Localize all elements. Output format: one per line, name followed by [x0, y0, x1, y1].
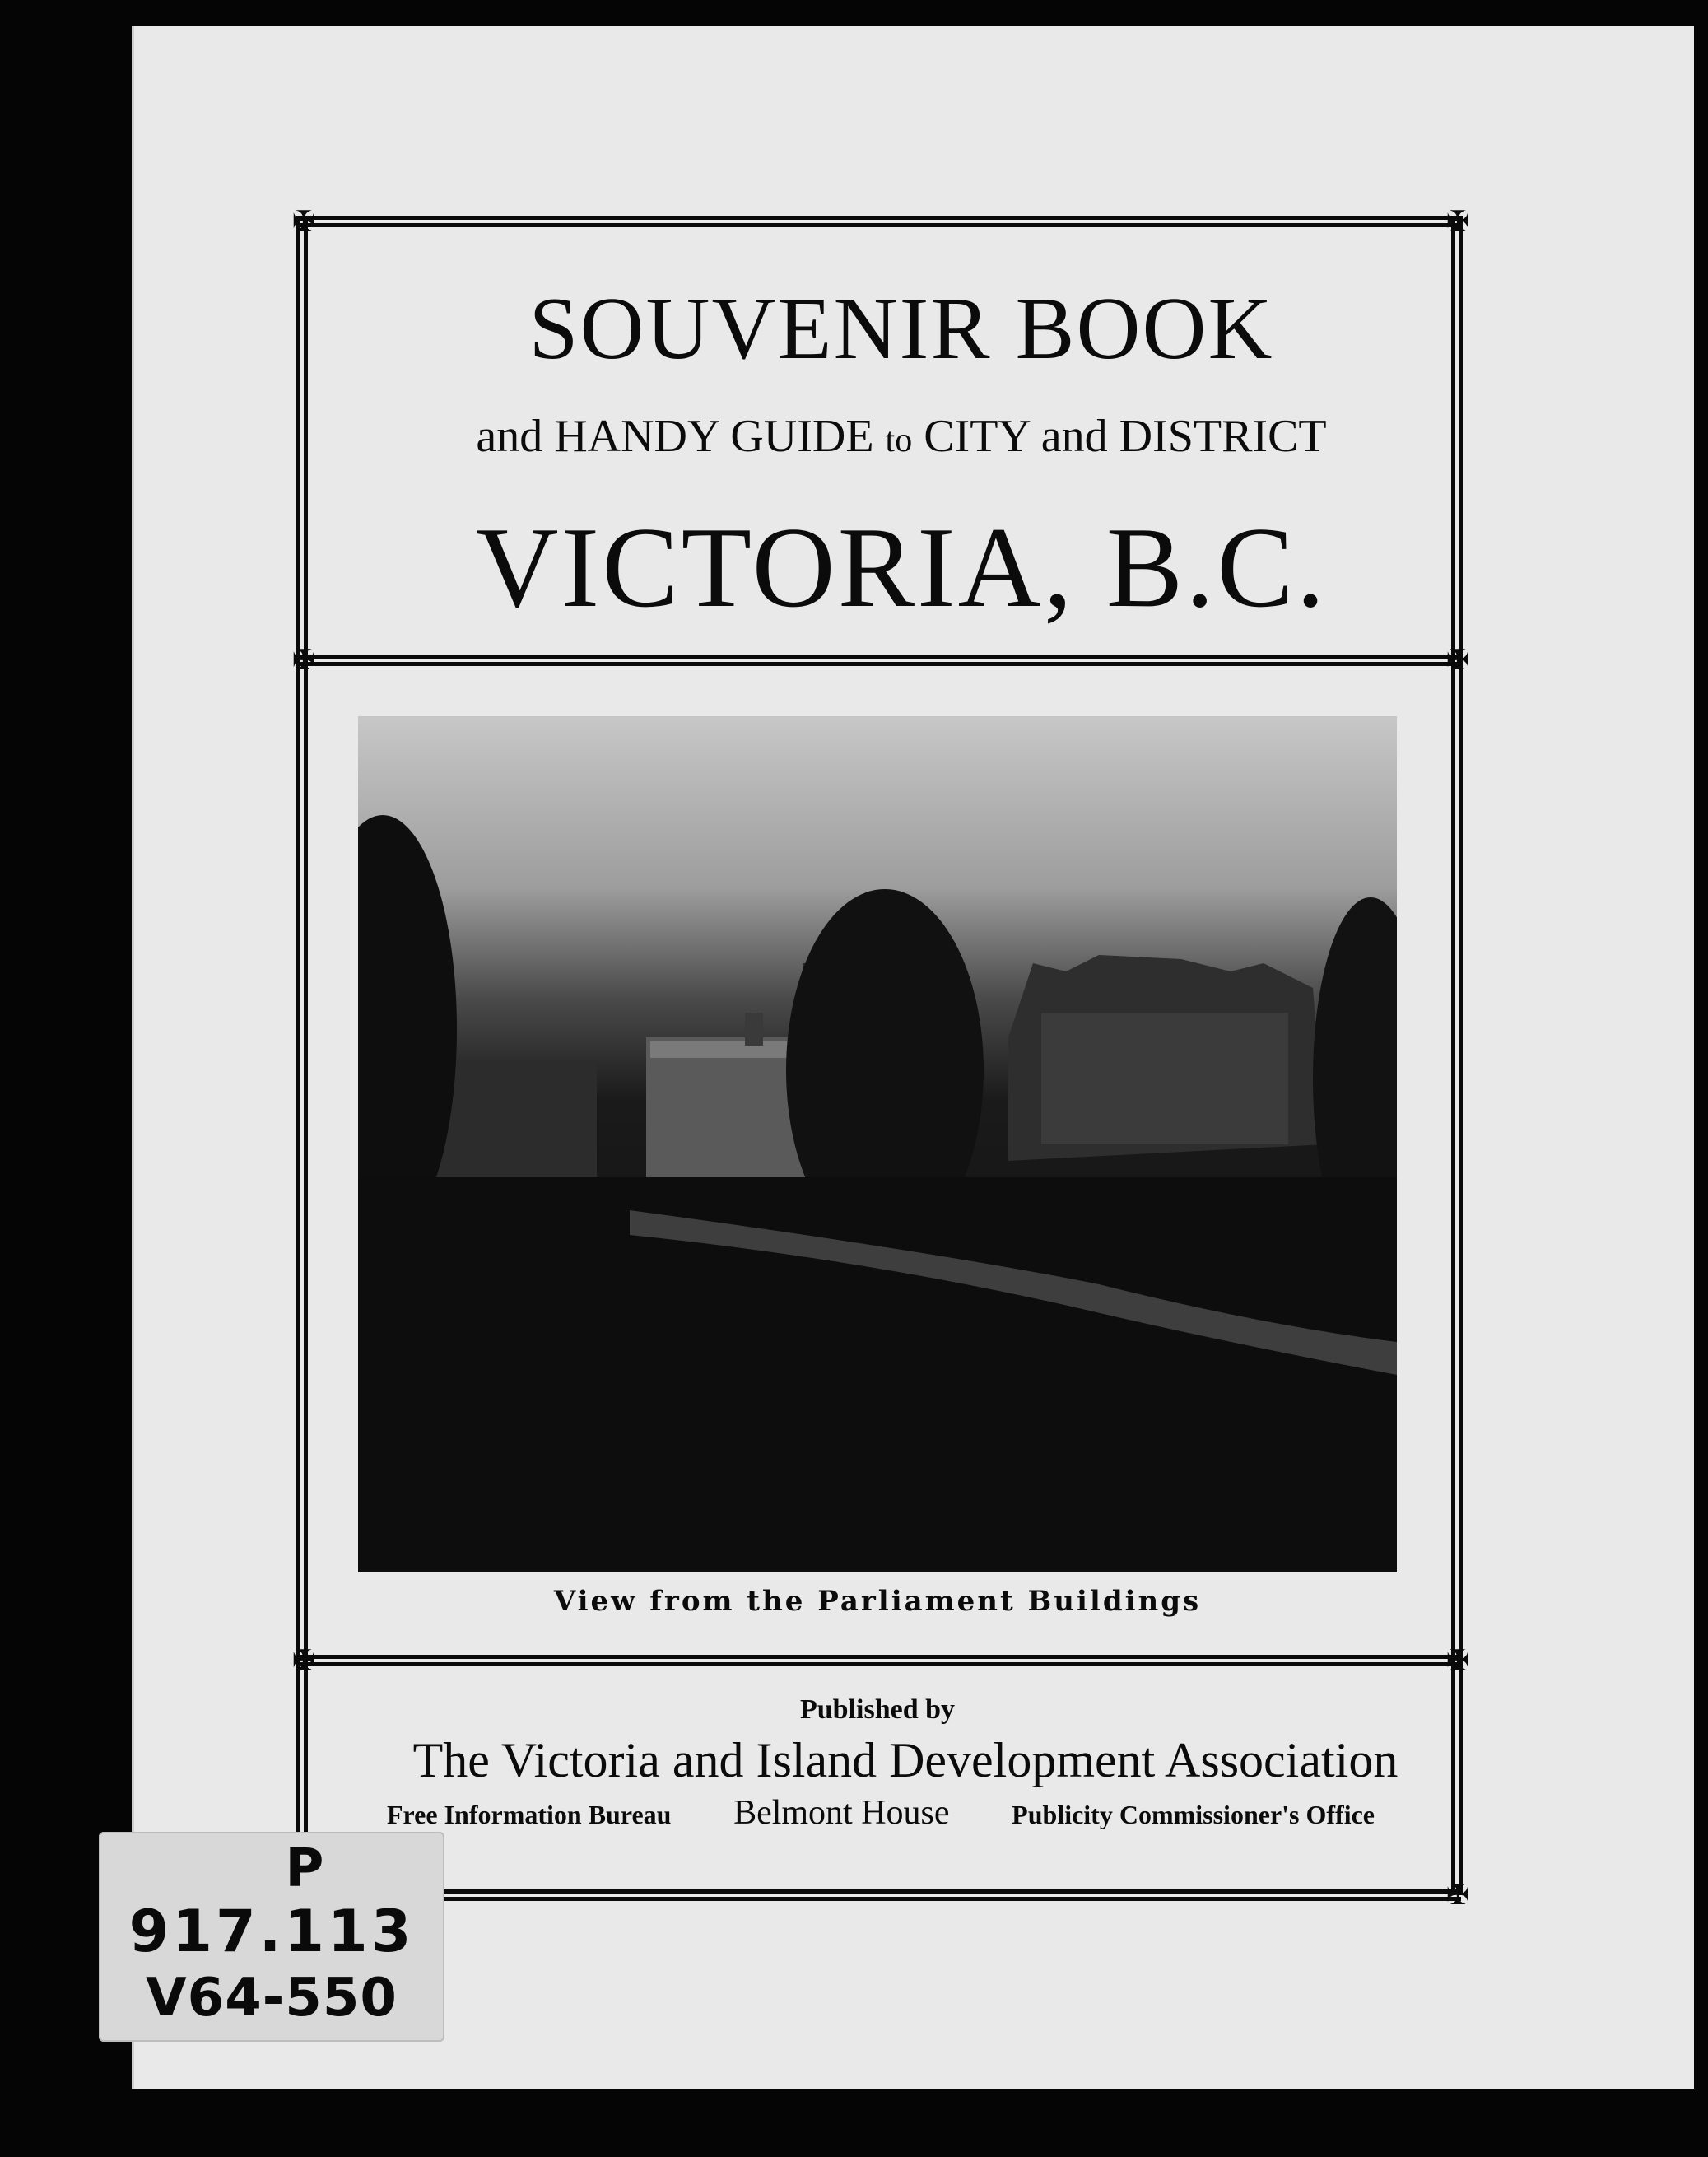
frame-rule-top [296, 216, 1461, 227]
footer-right: Publicity Commissioner's Office [1012, 1800, 1375, 1829]
ornament-icon: ✠ [1445, 1879, 1470, 1912]
cover-title: SOUVENIR BOOK [528, 280, 1274, 378]
photo-caption: View from the Parliament Buildings [553, 1585, 1202, 1618]
ornament-icon: ✠ [1445, 1644, 1470, 1677]
frame-rule-header-bottom [296, 655, 1461, 666]
ornament-icon: ✠ [1445, 644, 1470, 677]
publisher-name: The Victoria and Island Development Association [412, 1733, 1399, 1787]
frame-rule-photo-bottom [296, 1655, 1461, 1666]
footer-left: Free Information Bureau [387, 1800, 672, 1829]
ornament-icon: ✠ [291, 205, 316, 238]
ornament-icon: ✠ [1445, 205, 1470, 238]
ornament-icon: ✠ [291, 644, 316, 677]
published-by: Published by [799, 1694, 956, 1725]
ornament-icon: ✠ [291, 1644, 316, 1677]
call-number-label [99, 1832, 444, 2042]
cover-photograph [358, 716, 1397, 1572]
publisher-footer [387, 1793, 1375, 1833]
footer-center: Belmont House [733, 1794, 950, 1832]
call-number-line-2: 917.113 [128, 1898, 415, 1965]
call-number-line-3: V64-550 [146, 1968, 398, 2029]
cover-city: VICTORIA, B.C. [475, 504, 1328, 631]
call-number-line-1: P [285, 1838, 324, 1899]
cover-subtitle: and HANDY GUIDE to CITY and DISTRICT [476, 411, 1327, 462]
